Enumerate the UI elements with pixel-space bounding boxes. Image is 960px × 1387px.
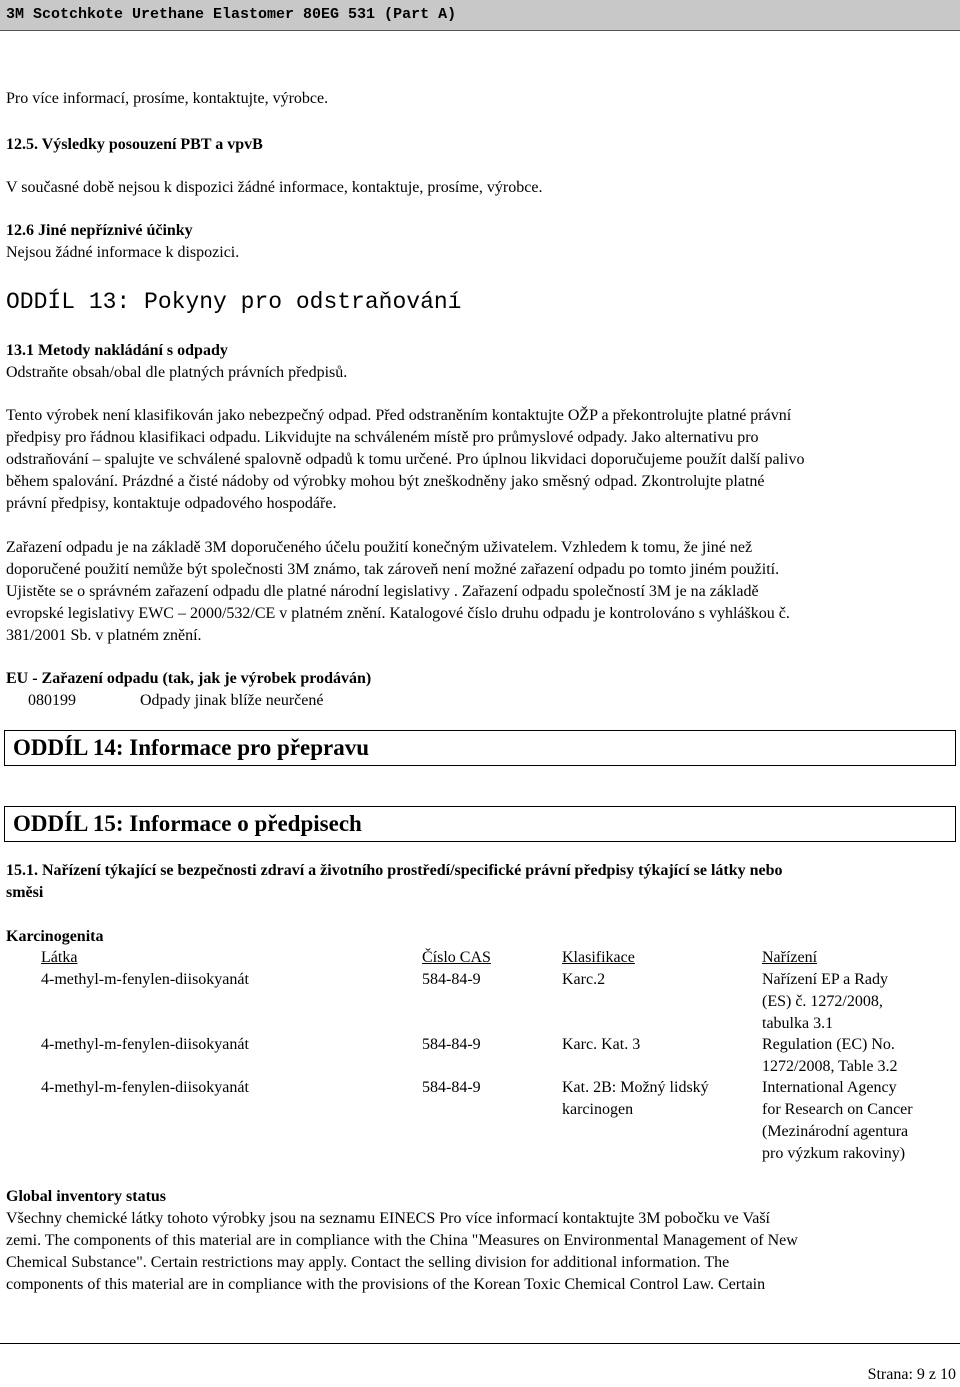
regulation-cell-line: tabulka 3.1 [762,1015,834,1032]
cas-cell: 584-84-9 [422,1079,481,1096]
waste-methods-text: Odstraňte obsah/obal dle platných právních předpisů. [6,364,348,381]
pbt-heading: 12.5. Výsledky posouzení PBT a vpvB [6,136,263,153]
global-inventory-heading: Global inventory status [6,1188,167,1205]
column-header-substance: Látka [41,949,78,966]
contact-text: Pro více informací, prosíme, kontaktujte, výrobce. [6,90,329,107]
footer-divider [0,1343,960,1344]
substance-cell: 4-methyl-m-fenylen-diisokyanát [41,1079,249,1096]
paragraph-line: components of this material are in compliance with the provisions of the Korean Toxic Chemical Control Law. Certain [6,1276,766,1293]
paragraph-line: Ujistěte se o správném zařazení odpadu dle platné národní legislativy . Zařazení odpadu společností 3M je na základě [6,583,759,600]
paragraph-line: evropské legislativy EWC – 2000/532/CE v platném znění. Katalogové číslo druhu odpadu je kontrolováno s vyhláškou č. [6,605,790,622]
regulation-cell-line: Regulation (EC) No. [762,1036,895,1053]
eu-waste-code: 080199 [28,692,76,709]
regulation-heading-line: směsi [6,884,44,901]
carcinogenicity-heading: Karcinogenita [6,928,104,945]
eu-waste-heading: EU - Zařazení odpadu (tak, jak je výrobek prodáván) [6,670,372,687]
waste-methods-heading: 13.1 Metody nakládání s odpady [6,342,228,359]
cas-cell: 584-84-9 [422,1036,481,1053]
paragraph-line: 381/2001 Sb. v platném znění. [6,627,202,644]
classification-cell: Karc. Kat. 3 [562,1036,641,1053]
paragraph-line: Chemical Substance". Certain restrictions may apply. Contact the selling division for additional information. The [6,1254,730,1271]
paragraph-line: předpisy pro řádnou klasifikaci odpadu. Likvidujte na schváleném místě pro průmyslové odpady. Jako alternativu pro [6,429,759,446]
regulation-heading-line: 15.1. Nařízení týkající se bezpečnosti zdraví a životního prostředí/specifické právní předpisy týkající se látky nebo [6,862,783,879]
regulation-cell-line: International Agency [762,1079,897,1096]
classification-cell-line: karcinogen [562,1101,634,1118]
regulation-cell-line: for Research on Cancer [762,1101,913,1118]
eu-waste-description: Odpady jinak blíže neurčené [140,692,324,709]
paragraph-line: právní předpisy, kontaktuje odpadového hospodáře. [6,495,337,512]
paragraph-line: Zařazení odpadu je na základě 3M doporučeného účelu použití konečným uživatelem. Vzhledem k tomu, že jiné než [6,539,753,556]
paragraph-line: zemi. The components of this material are in compliance with the China "Measures on Environmental Management of New [6,1232,798,1249]
column-header-cas: Číslo CAS [422,949,491,966]
regulation-cell-line: (Mezinárodní agentura [762,1123,909,1140]
paragraph-line: během spalování. Prázdné a čisté nádoby od výrobky mohou být zneškodněny jako směsný odpad. Zkontrolujte platné [6,473,765,490]
document-title: 3M Scotchkote Urethane Elastomer 80EG 531 (Part A) [6,6,457,23]
cas-cell: 584-84-9 [422,971,481,988]
substance-cell: 4-methyl-m-fenylen-diisokyanát [41,1036,249,1053]
paragraph-line: Tento výrobek není klasifikován jako nebezpečný odpad. Před odstraněním kontaktujte OŽP a překontrolujte platné právní [6,407,792,424]
regulation-cell-line: (ES) č. 1272/2008, [762,993,883,1010]
paragraph-line: Všechny chemické látky tohoto výrobky jsou na seznamu EINECS Pro více informací kontaktujte 3M pobočku ve Vaší [6,1210,770,1227]
substance-cell: 4-methyl-m-fenylen-diisokyanát [41,971,249,988]
classification-cell-line: Kat. 2B: Možný lidský [562,1079,709,1096]
page-number: Strana: 9 z 10 [867,1366,956,1383]
section-14-title: ODDÍL 14: Informace pro přepravu [4,730,956,766]
paragraph-line: odstraňování – spalujte ve schválené spalovně odpadů k tomu určené. Pro úplnou likvidaci doporučujeme použít další palivo [6,451,805,468]
column-header-classification: Klasifikace [562,949,635,966]
regulation-cell-line: pro výzkum rakoviny) [762,1145,906,1162]
other-effects-text: Nejsou žádné informace k dispozici. [6,244,240,261]
regulation-cell-line: Nařízení EP a Rady [762,971,889,988]
column-header-regulation: Nařízení [762,949,818,966]
section-13-title: ODDÍL 13: Pokyny pro odstraňování [6,289,462,315]
paragraph-line: doporučené použití nemůže být společnosti 3M známo, tak zároveň není možné zařazení odpadu po tomto jiném použití. [6,561,780,578]
pbt-text: V současné době nejsou k dispozici žádné informace, kontaktuje, prosíme, výrobce. [6,179,543,196]
section-15-title: ODDÍL 15: Informace o předpisech [4,806,956,842]
regulation-cell-line: 1272/2008, Table 3.2 [762,1058,898,1075]
other-effects-heading: 12.6 Jiné nepříznivé účinky [6,222,193,239]
classification-cell: Karc.2 [562,971,606,988]
document-header [0,0,960,31]
